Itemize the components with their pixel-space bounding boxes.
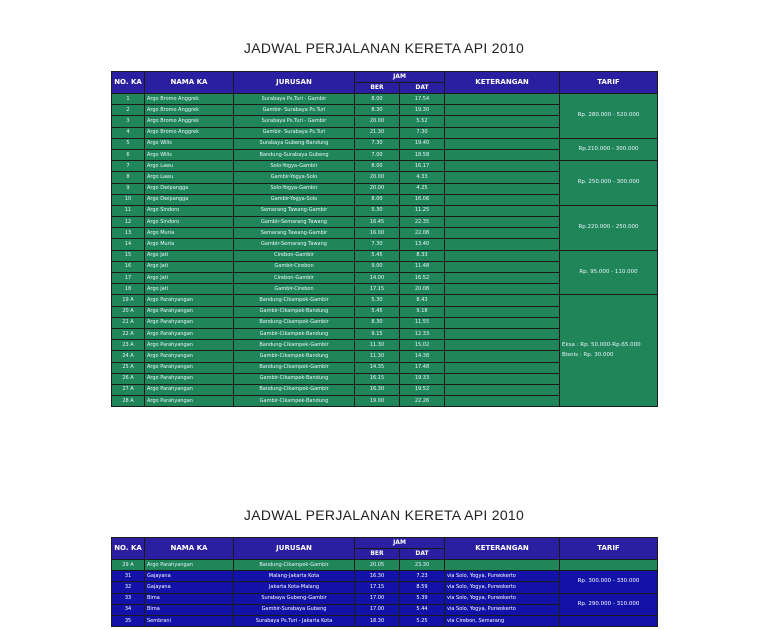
header-keterangan: KETERANGAN [445, 538, 560, 560]
cell-keterangan: via Solo, Yogya, Purwokerto [445, 604, 560, 615]
cell-tarif: Rp.210.000 - 300.000 [560, 138, 658, 160]
cell-nama: Argo Bromo Anggrek [145, 116, 234, 127]
cell-jurusan: Bandung-Cikampek-Gambir [234, 362, 355, 373]
cell-jurusan: Gambir- Surabaya Ps.Turi [234, 105, 355, 116]
cell-keterangan [445, 396, 560, 407]
cell-dat: 11.55 [400, 317, 445, 328]
cell-dat: 8.43 [400, 295, 445, 306]
cell-no: 26 A [112, 373, 145, 384]
cell-keterangan: via Solo, Yogya, Purwokerto [445, 593, 560, 604]
cell-no: 15 [112, 250, 145, 261]
cell-keterangan [445, 217, 560, 228]
cell-nama: Argo Bromo Anggrek [145, 127, 234, 138]
page-title: JADWAL PERJALANAN KERETA API 2010 [243, 40, 525, 56]
cell-no: 31 [112, 571, 145, 582]
cell-jurusan: Jakarta Kota-Malang [234, 582, 355, 593]
cell-keterangan [445, 239, 560, 250]
cell-dat: 13.40 [400, 239, 445, 250]
cell-jurusan: Bandung-Cikampek-Gambir [234, 317, 355, 328]
cell-ber: 5.45 [355, 306, 400, 317]
cell-jurusan: Gambir- Surabaya Ps.Turi [234, 127, 355, 138]
cell-dat: 14.38 [400, 351, 445, 362]
cell-ber: 19.00 [355, 396, 400, 407]
cell-dat: 16.52 [400, 273, 445, 284]
cell-dat: 5.39 [400, 593, 445, 604]
cell-ber: 17.15 [355, 582, 400, 593]
table-row [112, 571, 658, 582]
header-tarif: TARIF [560, 72, 658, 94]
cell-keterangan [445, 560, 560, 571]
header-keterangan: KETERANGAN [445, 72, 560, 94]
cell-jurusan: Bandung-Cikampek-Gambir [234, 384, 355, 395]
cell-keterangan [445, 295, 560, 306]
cell-keterangan [445, 362, 560, 373]
cell-no: 25 A [112, 362, 145, 373]
cell-no: 29 A [112, 560, 145, 571]
cell-keterangan [445, 127, 560, 138]
cell-ber: 20.00 [355, 116, 400, 127]
cell-jurusan: Bandung-Cikampek-Gambir [234, 560, 355, 571]
cell-nama: Argo Lawu [145, 172, 234, 183]
cell-dat: 17.48 [400, 362, 445, 373]
cell-keterangan [445, 351, 560, 362]
cell-jurusan: Gambir-Cirebon [234, 261, 355, 272]
cell-keterangan: via Cirebon, Semarang [445, 615, 560, 626]
cell-dat: 19.30 [400, 105, 445, 116]
header-no: NO. KA [112, 72, 145, 94]
cell-nama: Argo Parahyangan [145, 328, 234, 339]
cell-no: 5 [112, 138, 145, 149]
cell-keterangan [445, 328, 560, 339]
cell-nama: Argo Wilis [145, 149, 234, 160]
cell-jurusan: Gambir-Yogya-Solo [234, 194, 355, 205]
cell-no: 11 [112, 205, 145, 216]
cell-no: 8 [112, 172, 145, 183]
cell-dat: 16.17 [400, 161, 445, 172]
cell-nama: Bima [145, 604, 234, 615]
cell-dat: 19.40 [400, 138, 445, 149]
cell-nama: Argo Parahyangan [145, 560, 234, 571]
cell-nama: Argo Parahyangan [145, 340, 234, 351]
cell-keterangan [445, 161, 560, 172]
cell-nama: Argo Parahyangan [145, 351, 234, 362]
cell-ber: 14.00 [355, 273, 400, 284]
cell-no: 6 [112, 149, 145, 160]
cell-nama: Argo Dwipangga [145, 183, 234, 194]
cell-jurusan: Surabaya Gubeng-Gambir [234, 593, 355, 604]
header-nama: NAMA KA [145, 72, 234, 94]
cell-jurusan: Gambir-Cirebon [234, 284, 355, 295]
cell-jurusan: Bandung-Surabaya Gubeng [234, 149, 355, 160]
cell-jurusan: Gambir-Yogya-Solo [234, 172, 355, 183]
cell-no: 28 A [112, 396, 145, 407]
table-row [112, 205, 658, 216]
cell-tarif-empty [560, 560, 658, 571]
cell-jurusan: Bandung-Cikampek-Gambir [234, 340, 355, 351]
cell-jurusan: Malang-Jakarta Kota [234, 571, 355, 582]
cell-no: 22 A [112, 328, 145, 339]
cell-dat: 22.08 [400, 228, 445, 239]
cell-no: 23 A [112, 340, 145, 351]
cell-jurusan: Gambir-Cikampek-Bandung [234, 328, 355, 339]
cell-tarif: Rp. 300.000 - 330.000 [560, 571, 658, 593]
cell-no: 19 A [112, 295, 145, 306]
cell-no: 16 [112, 261, 145, 272]
cell-dat: 7.30 [400, 127, 445, 138]
cell-ber: 14.35 [355, 362, 400, 373]
cell-keterangan [445, 228, 560, 239]
cell-tarif [560, 295, 658, 407]
table-row [112, 94, 658, 105]
cell-jurusan: Surabaya Ps.Turi - Jakarta Kota [234, 615, 355, 626]
schedule-table-1 [111, 71, 658, 407]
cell-nama: Argo Wilis [145, 138, 234, 149]
cell-keterangan [445, 116, 560, 127]
cell-ber: 20.05 [355, 560, 400, 571]
cell-no: 3 [112, 116, 145, 127]
cell-no: 9 [112, 183, 145, 194]
cell-nama: Argo Sindoro [145, 217, 234, 228]
cell-nama: Bima [145, 593, 234, 604]
cell-no: 27 A [112, 384, 145, 395]
cell-dat: 8.59 [400, 582, 445, 593]
cell-jurusan: Gambir-Surabaya Gubeng [234, 604, 355, 615]
cell-nama: Argo Parahyangan [145, 396, 234, 407]
cell-ber: 20.00 [355, 183, 400, 194]
cell-keterangan [445, 284, 560, 295]
cell-ber: 18.30 [355, 615, 400, 626]
cell-keterangan [445, 149, 560, 160]
cell-no: 14 [112, 239, 145, 250]
cell-ber: 9.00 [355, 261, 400, 272]
cell-ber: 17.00 [355, 604, 400, 615]
cell-nama: Argo Parahyangan [145, 295, 234, 306]
cell-nama: Argo Muria [145, 239, 234, 250]
cell-jurusan: Gambir-Semarang Tawang [234, 217, 355, 228]
cell-ber: 20.00 [355, 172, 400, 183]
cell-nama: Sembrani [145, 615, 234, 626]
cell-keterangan [445, 384, 560, 395]
cell-ber: 5.30 [355, 295, 400, 306]
cell-jurusan: Surabaya Ps.Turi - Gambir [234, 116, 355, 127]
table-row [112, 593, 658, 604]
cell-ber: 9.15 [355, 328, 400, 339]
cell-jurusan: Gambir-Semarang Tawang [234, 239, 355, 250]
table-row [112, 615, 658, 626]
cell-keterangan: via Solo, Yogya, Purwokerto [445, 571, 560, 582]
header-tarif: TARIF [560, 538, 658, 560]
cell-no: 2 [112, 105, 145, 116]
cell-nama: Gajayana [145, 582, 234, 593]
cell-ber: 16.00 [355, 228, 400, 239]
cell-ber: 8.00 [355, 94, 400, 105]
cell-jurusan: Gambir-Cikampek-Bandung [234, 373, 355, 384]
cell-keterangan [445, 250, 560, 261]
page-title-2: JADWAL PERJALANAN KERETA API 2010 [243, 507, 525, 523]
cell-ber: 7.00 [355, 149, 400, 160]
cell-tarif: Rp. 280.000 - 520.000 [560, 94, 658, 139]
cell-no: 21 A [112, 317, 145, 328]
cell-ber: 8.30 [355, 105, 400, 116]
cell-keterangan [445, 138, 560, 149]
cell-dat: 5.25 [400, 615, 445, 626]
cell-ber: 5.30 [355, 205, 400, 216]
cell-keterangan: via Solo, Yogya, Purwokerto [445, 582, 560, 593]
cell-no: 1 [112, 94, 145, 105]
cell-ber: 8.00 [355, 161, 400, 172]
header-ber: BER [355, 83, 400, 94]
cell-keterangan [445, 373, 560, 384]
cell-no: 17 [112, 273, 145, 284]
cell-no: 10 [112, 194, 145, 205]
cell-nama: Argo Bromo Anggrek [145, 94, 234, 105]
cell-ber: 8.30 [355, 317, 400, 328]
cell-dat: 17.54 [400, 94, 445, 105]
cell-keterangan [445, 172, 560, 183]
cell-keterangan [445, 306, 560, 317]
cell-nama: Argo Jati [145, 261, 234, 272]
cell-nama: Argo Sindoro [145, 205, 234, 216]
cell-ber: 16.45 [355, 217, 400, 228]
cell-jurusan: Cirebon-Gambir [234, 273, 355, 284]
tarif-line: Bisnis : Rp. 30.000 [562, 351, 614, 358]
header-jam: JAM [355, 538, 445, 549]
cell-jurusan: Solo-Yogya-Gambir [234, 161, 355, 172]
header-jurusan: JURUSAN [234, 72, 355, 94]
cell-keterangan [445, 273, 560, 284]
cell-tarif: Rp. 250.000 - 300.000 [560, 161, 658, 206]
cell-no: 20 A [112, 306, 145, 317]
cell-dat: 16.06 [400, 194, 445, 205]
cell-dat: 18.58 [400, 149, 445, 160]
cell-nama: Argo Parahyangan [145, 384, 234, 395]
table-header-row [112, 538, 658, 549]
cell-ber: 8.00 [355, 194, 400, 205]
cell-dat: 5.44 [400, 604, 445, 615]
cell-keterangan [445, 340, 560, 351]
cell-nama: Argo Parahyangan [145, 306, 234, 317]
cell-ber: 17.00 [355, 593, 400, 604]
cell-no: 12 [112, 217, 145, 228]
cell-dat: 23.30 [400, 560, 445, 571]
cell-nama: Argo Parahyangan [145, 317, 234, 328]
cell-dat: 19.33 [400, 373, 445, 384]
cell-dat: 11.48 [400, 261, 445, 272]
cell-ber: 16.15 [355, 373, 400, 384]
cell-jurusan: Semarang Tawang-Gambir [234, 228, 355, 239]
cell-dat: 4.25 [400, 183, 445, 194]
table-row [112, 250, 658, 261]
cell-dat: 11.25 [400, 205, 445, 216]
cell-jurusan: Surabaya Ps.Turi - Gambir [234, 94, 355, 105]
cell-keterangan [445, 317, 560, 328]
cell-no: 35 [112, 615, 145, 626]
cell-no: 32 [112, 582, 145, 593]
cell-no: 7 [112, 161, 145, 172]
cell-tarif: Rp.220.000 - 250.000 [560, 205, 658, 250]
cell-keterangan [445, 205, 560, 216]
cell-no: 24 A [112, 351, 145, 362]
cell-ber: 16.30 [355, 571, 400, 582]
cell-jurusan: Surabaya Gubeng-Bandung [234, 138, 355, 149]
header-jam: JAM [355, 72, 445, 83]
cell-nama: Argo Jati [145, 284, 234, 295]
cell-ber: 7.30 [355, 138, 400, 149]
cell-keterangan [445, 105, 560, 116]
cell-ber: 7.30 [355, 239, 400, 250]
cell-no: 13 [112, 228, 145, 239]
table-row [112, 560, 658, 571]
cell-jurusan: Cirebon-Gambir [234, 250, 355, 261]
cell-dat: 12.33 [400, 328, 445, 339]
table-row [112, 295, 658, 306]
cell-jurusan: Bandung-Cikampek-Gambir [234, 295, 355, 306]
cell-nama: Argo Muria [145, 228, 234, 239]
cell-nama: Argo Dwipangga [145, 194, 234, 205]
cell-ber: 17.15 [355, 284, 400, 295]
header-no: NO. KA [112, 538, 145, 560]
cell-no: 33 [112, 593, 145, 604]
cell-dat: 9.18 [400, 306, 445, 317]
cell-no: 34 [112, 604, 145, 615]
cell-jurusan: Semarang Tawang-Gambir [234, 205, 355, 216]
header-nama: NAMA KA [145, 538, 234, 560]
cell-jurusan: Gambir-Cikampek-Bandung [234, 396, 355, 407]
table-row [112, 161, 658, 172]
cell-nama: Argo Parahyangan [145, 362, 234, 373]
cell-jurusan: Gambir-Cikampek-Bandung [234, 351, 355, 362]
cell-keterangan [445, 183, 560, 194]
cell-nama: Argo Lawu [145, 161, 234, 172]
cell-dat: 15.02 [400, 340, 445, 351]
cell-ber: 11.30 [355, 351, 400, 362]
cell-keterangan [445, 94, 560, 105]
cell-jurusan: Gambir-Cikampek-Bandung [234, 306, 355, 317]
cell-nama: Gajayana [145, 571, 234, 582]
cell-dat: 8.33 [400, 250, 445, 261]
cell-tarif: Rp. 290.000 - 310.000 [560, 593, 658, 615]
cell-ber: 11.30 [355, 340, 400, 351]
cell-nama: Argo Parahyangan [145, 373, 234, 384]
table-header-row [112, 72, 658, 83]
cell-keterangan [445, 261, 560, 272]
tarif-line: Eksa : Rp. 50.000-Rp.65.000 [562, 342, 641, 349]
cell-nama: Argo Jati [145, 250, 234, 261]
cell-keterangan [445, 194, 560, 205]
cell-dat: 4.33 [400, 172, 445, 183]
cell-dat: 22.26 [400, 396, 445, 407]
cell-no: 4 [112, 127, 145, 138]
table-row [112, 138, 658, 149]
cell-dat: 5.52 [400, 116, 445, 127]
cell-jurusan: Solo-Yogya-Gambir [234, 183, 355, 194]
cell-tarif: Rp. 95.000 - 110.000 [560, 250, 658, 295]
cell-ber: 5.45 [355, 250, 400, 261]
cell-dat: 22.35 [400, 217, 445, 228]
cell-tarif [560, 615, 658, 626]
header-jurusan: JURUSAN [234, 538, 355, 560]
cell-ber: 21.30 [355, 127, 400, 138]
cell-ber: 16.30 [355, 384, 400, 395]
cell-nama: Argo Bromo Anggrek [145, 105, 234, 116]
header-dat: DAT [400, 83, 445, 94]
cell-dat: 7.23 [400, 571, 445, 582]
cell-dat: 19.52 [400, 384, 445, 395]
cell-nama: Argo Jati [145, 273, 234, 284]
header-ber: BER [355, 549, 400, 560]
header-dat: DAT [400, 549, 445, 560]
cell-dat: 20.08 [400, 284, 445, 295]
schedule-table-2 [111, 537, 658, 627]
cell-no: 18 [112, 284, 145, 295]
